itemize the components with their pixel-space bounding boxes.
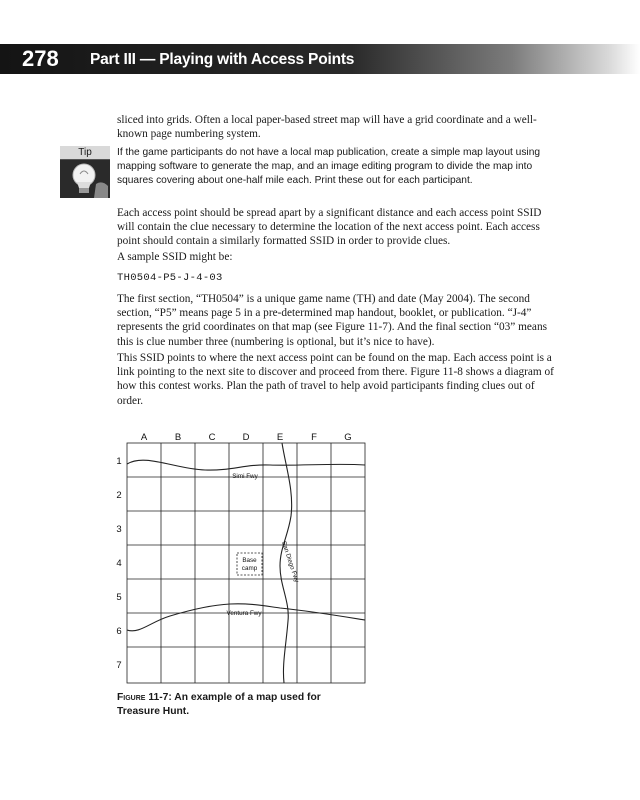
- tip-label: Tip: [60, 146, 110, 160]
- column-label-c: C: [208, 432, 216, 443]
- paragraph-5: This SSID points to where the next access point can be found on the map. Each access point is a link pointing to the next site to discover and proceed from there. Figure 11-8 shows a diagram of how this contest works. Plan the path of travel to help avoid participants finding clues out of order.: [117, 352, 554, 407]
- row-label-2: 2: [116, 490, 122, 501]
- part-title: Part III — Playing with Access Points: [90, 51, 355, 68]
- sample-ssid-code: TH0504-P5-J-4-03: [117, 272, 223, 284]
- ventura-freeway-road: [127, 604, 365, 631]
- row-label-3: 3: [116, 524, 122, 535]
- row-label-4: 4: [116, 558, 122, 569]
- san-diego-fwy-label: San Diego Fwy: [280, 540, 300, 584]
- column-label-d: D: [242, 432, 250, 443]
- base-camp-label-line1: Base: [242, 557, 257, 564]
- paragraph-1: sliced into grids. Often a local paper-based street map will have a grid coordinate and a well-known page numbering system.: [117, 114, 537, 141]
- column-label-b: B: [174, 432, 182, 443]
- page-number: 278: [22, 46, 59, 71]
- simi-freeway-road: [127, 460, 365, 470]
- column-label-g: G: [344, 432, 352, 443]
- paragraph-3: A sample SSID might be:: [117, 251, 233, 263]
- column-label-a: A: [140, 432, 148, 443]
- paragraph-4: The first section, “TH0504” is a unique game name (TH) and date (May 2004). The second section, “P5” means page 5 in a pre-determined map handout, booklet, or publication. “J-4” represents the grid coordinates on that map (see Figure 11-7). And the final section “03” means this is clue number three (numbering is optional, but it’s nice to have).: [117, 293, 547, 348]
- column-label-f: F: [311, 432, 317, 443]
- simi-fwy-label: Simi Fwy: [232, 473, 258, 480]
- row-label-1: 1: [116, 456, 122, 467]
- caption-figure-word: Figure: [117, 692, 146, 703]
- row-label-5: 5: [116, 592, 122, 603]
- tip-callout: [60, 146, 110, 198]
- base-camp-label-line2: camp: [241, 565, 258, 572]
- tip-text: If the game participants do not have a local map publication, create a simple map layout using mapping software to generate the map, and an image editing program to divide the map into squares covering about one-half mile each. Print these out for each participant.: [117, 147, 541, 187]
- row-label-6: 6: [116, 626, 122, 637]
- ventura-fwy-label: Ventura Fwy: [226, 610, 262, 617]
- row-label-7: 7: [116, 660, 122, 671]
- treasure-map-figure: [110, 426, 370, 688]
- lightbulb-icon: [60, 160, 110, 198]
- column-label-e: E: [276, 432, 284, 443]
- paragraph-2: Each access point should be spread apart by a significant distance and each access point SSID will contain the clue necessary to determine the location of the next access point. Each access point should contain a similarly formatted SSID in order to provide clues.: [117, 207, 542, 248]
- figure-caption: [117, 691, 357, 719]
- caption-text: 11-7: An example of a map used for Treasure Hunt.: [117, 692, 321, 717]
